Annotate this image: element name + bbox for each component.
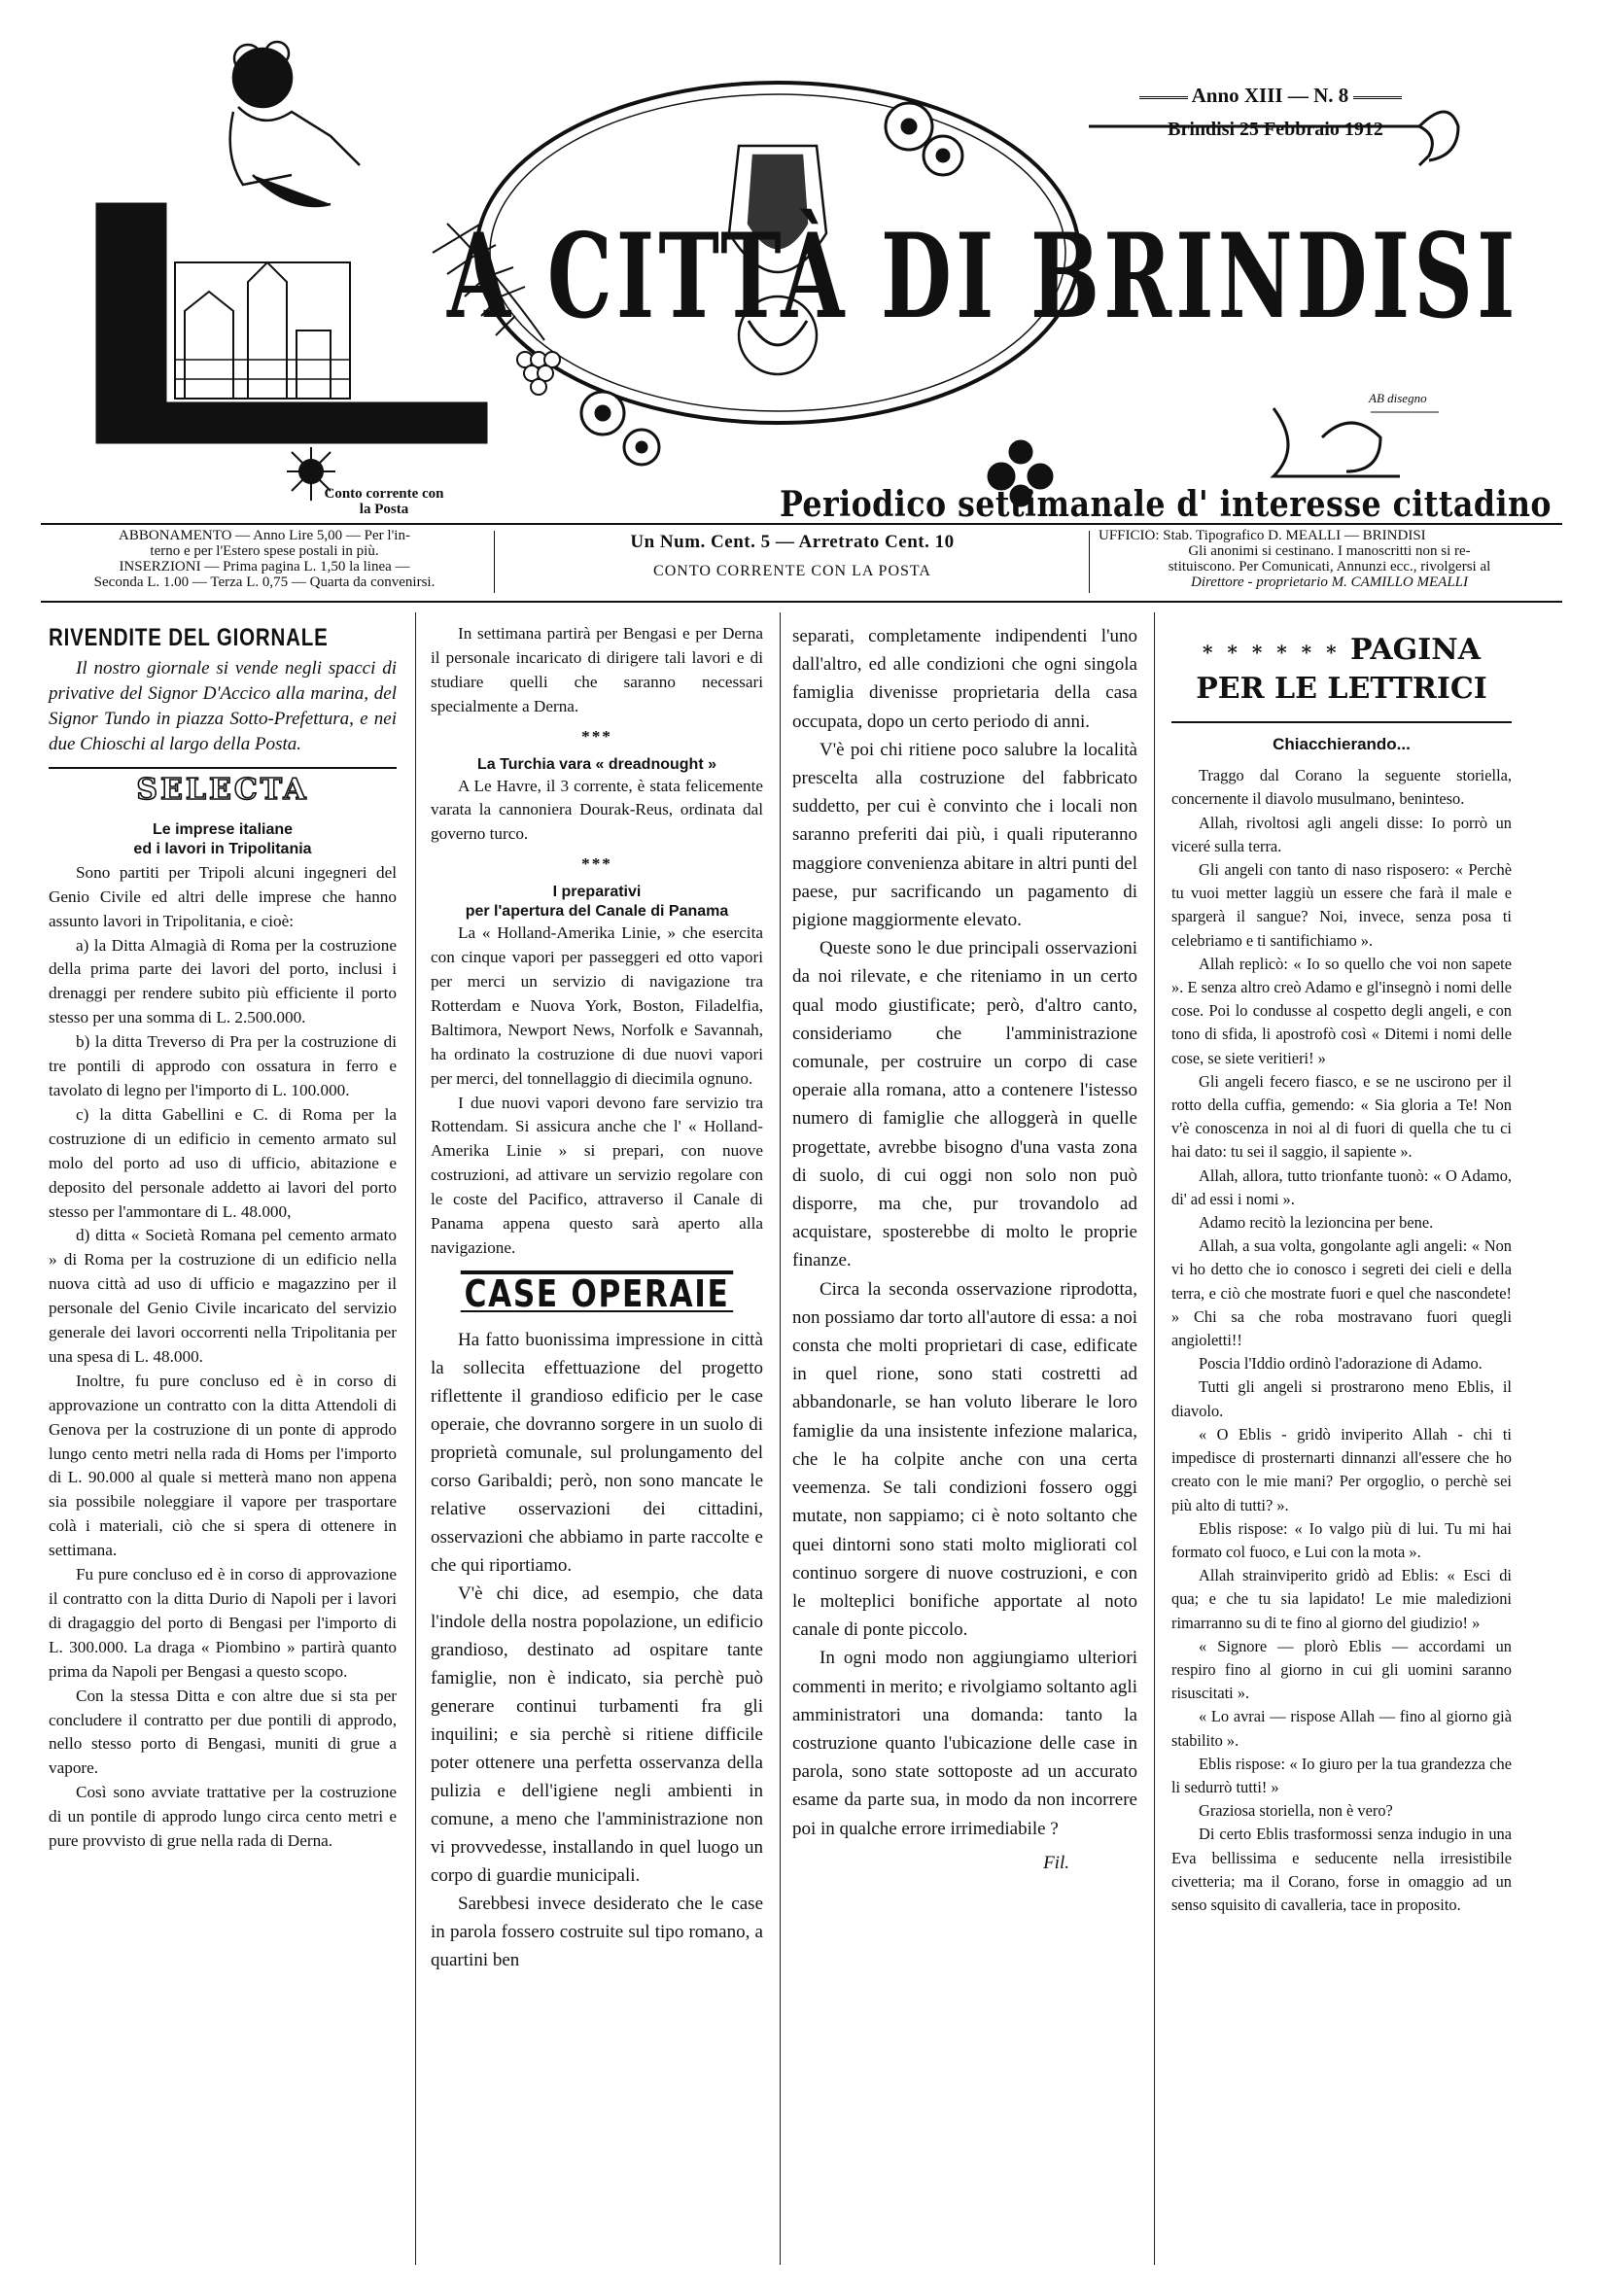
newspaper-title: A CITTÀ DI BRINDISI <box>447 208 1519 345</box>
article-paragraph: Allah, a sua volta, gongolante agli angeli: « Non vi ho detto che io conosco i segreti dei cieli e della terra, e ciò che mostrate fuori e quel che nascondete! » Chi sa che roba mostravano fuori quegli angioletti!! <box>1171 1236 1512 1350</box>
section-stars: *** <box>581 854 612 874</box>
preparativi-heading-line1: I preparativi <box>552 884 642 901</box>
turchia-heading: La Turchia vara « dreadnought » <box>477 755 716 773</box>
office-info <box>1099 525 1560 604</box>
issue-number: Anno XIII — N. 8 <box>1110 84 1431 108</box>
office-line: stituiscono. Per Comunicati, Annunzi ecc., rivolgersi al <box>1168 559 1491 574</box>
lettrici-header <box>1171 632 1512 671</box>
column-2 <box>431 622 763 1974</box>
article-paragraph: V'è poi chi ritiene poco salubre la località prescelta alla costruzione del fabbricato suddetto, per cui è convinto che i locali non saranno preferiti dai più, i quali riputeranno maggiore convenienza abitare in altri punti del paese, pur sacrificando un pagamento di pigione maggiormente elevato. <box>792 739 1137 931</box>
grapes-ornament <box>517 352 560 395</box>
article-paragraph: Allah, rivoltosi agli angeli disse: Io porrò un viceré sulla terra. <box>1171 813 1512 855</box>
article-paragraph: c) la ditta Gabellini e C. di Roma per la costruzione di un edificio in cemento armato sul molo del porto ad uso di ufficio, abitazione e deposito del personale addetto ai lavori del porto stesso per l'ammontare di L. 48.000, <box>49 1104 397 1221</box>
postal-account-line: CONTO CORRENTE CON LA POSTA <box>653 563 931 579</box>
column-4 <box>1171 632 1512 1917</box>
column-1 <box>49 616 397 1854</box>
article-paragraph: Adamo recitò la lezioncina per bene. <box>1199 1213 1434 1233</box>
article-paragraph: Ha fatto buonissima impressione in città la sollecita effettuazione del progetto riflettente il grandioso edificio per le case operaie, che dovranno sorgere in un suolo di proprietà comunale, sul prolungamento del corso Garibaldi; però, non sono mancate le relative osservazioni dei cittadini, osservazioni che abbiamo in parte raccolte e che qui riportiamo. <box>431 1329 763 1576</box>
masthead <box>39 19 1555 525</box>
rivendite-heading: RIVENDITE DEL GIORNALE <box>49 624 329 651</box>
allegorical-woman-figure <box>230 42 360 206</box>
section-divider <box>49 767 397 769</box>
article-paragraph: Eblis rispose: « Io valgo più di lui. Tu mi hai formato col fuoco, e Lui con la mota ». <box>1171 1518 1512 1561</box>
article-paragraph: Graziosa storiella, non è vero? <box>1199 1801 1393 1821</box>
letter-l-ornament <box>97 204 486 442</box>
price-line: Un Num. Cent. 5 — Arretrato Cent. 10 <box>630 532 955 552</box>
column-rule <box>1154 612 1155 2265</box>
column-rule <box>415 612 416 2265</box>
newspaper-subtitle: Periodico settimanale d' interesse cittadino <box>780 484 1553 525</box>
subscription-line: ABBONAMENTO — Anno Lire 5,00 — Per l'in- <box>119 528 410 543</box>
article-paragraph: Gli angeli con tanto di naso risposero: « Perchè tu vuoi metter laggiù un essere che farà il male e spargerà il sangue? Noi, invece, senza posa ti celebriamo e ti santifichiamo ». <box>1171 860 1512 950</box>
article-paragraph: Sarebbesi invece desiderato che le case in parola fossero costruite sul tipo romano, a quartini ben <box>431 1893 763 1970</box>
director-line: Direttore - proprietario M. CAMILLO MEALLI <box>1191 574 1468 590</box>
article-paragraph: Allah strainviperito gridò ad Eblis: « Esci di qua; e che tu sia lapidato! Le mie maledizioni rimarranno su di te fino al giorno del giudizio! » <box>1171 1566 1512 1632</box>
article-paragraph: « Signore — plorò Eblis — accordami un respiro fino al giorno in cui gli uomini saranno risuscitati ». <box>1171 1636 1512 1703</box>
chiacchierando-heading: Chiacchierando... <box>1273 735 1411 753</box>
header-per-le-lettrici: PER LE LETTRICI <box>1196 672 1487 706</box>
insertion-line: INSERZIONI — Prima pagina L. 1,50 la linea — <box>119 559 410 574</box>
selecta-heading: SELECTA <box>136 772 309 807</box>
section-stars: *** <box>581 726 612 746</box>
header-pagina: PAGINA <box>1350 633 1482 667</box>
price-info <box>506 525 1079 601</box>
issue-date: Brindisi 25 Febbraio 1912 <box>1168 119 1383 140</box>
article-paragraph: Allah replicò: « Io so quello che voi non sapete ». E senza altro creò Adamo e gl'insegnò i nomi delle cose. Poi lo condusse al cospetto degli angeli, e con tono di sfida, li apostrofò così « Ditemi i nomi delle cose, se siete veritieri! » <box>1171 954 1512 1067</box>
column-3 <box>792 622 1137 1877</box>
article-paragraph: Eblis rispose: « Io giuro per la tua grandezza che li sedurrò tutti! » <box>1171 1754 1512 1796</box>
article-paragraph: Circa la seconda osservazione riprodotta, non possiamo dar torto all'autore di essa: a noi consta che molti proprietari di case, edificate in quel rione, sono stati costretti ad abbandonarle, se han voluto liberare le loro famiglie da una insistente infezione malarica, che le ha colpite anche con una certa veemenza. Se tali condizioni fossero oggi mutate, non sappiamo; ci è noto soltanto che quei dintorni sono stati molto migliorati col continuo sorgere di nuove costruzioni, e con le molteplici bonifiche apportate al noto canale di ponte piccolo. <box>792 1278 1137 1641</box>
insertion-line: Seconda L. 1.00 — Terza L. 0,75 — Quarta da convenirsi. <box>93 574 436 590</box>
info-bar <box>41 523 1562 603</box>
article-paragraph: a) la Ditta Almagià di Roma per la costruzione della prima parte dei lavori del porto, inclusi i drenaggi per rendere subito più efficiente il porto stesso per una somma di L. 2.500.000. <box>49 935 397 1027</box>
subscription-line: terno e per l'Estero spese postali in più. <box>150 543 379 559</box>
article-paragraph: Poscia l'Iddio ordinò l'adorazione di Adamo. <box>1199 1354 1483 1374</box>
article-paragraph: La « Holland-Amerika Linie, » che esercita con cinque vapori per passeggeri ed otto vapori per merci un servizio di navigazione tra Rotterdam e Nuova York, Boston, Filadelfia, Baltimora, Newport News, Norfolk e Savannah, ha ordinato la costruzione di due nuovi vapori per merci, del tonnellaggio di diecimila ognuno. <box>431 923 763 1088</box>
article-paragraph: Così sono avviate trattative per la costruzione di un pontile di approdo lungo circa cento metri e pure provvisto di grue nella rada di Derna. <box>49 1783 397 1851</box>
article-paragraph: d) ditta « Società Romana pel cemento armato » di Roma per la costruzione di un edificio nella nuova città ad uso di ufficio e magazzino per il personale del Genio Civile incaricato del servizio generale dei lavori occorrenti nella Tripolitania per una spesa di L. 48.000. <box>49 1226 397 1366</box>
article-paragraph: V'è chi dice, ad esempio, che data l'indole della nostra popolazione, un edificio grandioso, destinato ad ospitare tante famiglie, non è indicato, sia perchè può generare continui turbamenti fra gli inquilini; e sia perchè si ritiene difficile poter ottenere una perfetta osservanza della pulizia e dell'igiene negli ambienti in comune, a meno che l'amministrazione non vi provvedesse, installando in quel luogo un corpo di guardie municipali. <box>431 1583 763 1886</box>
article-paragraph: Queste sono le due principali osservazioni da noi rilevate, e che riteniamo in un certo qual modo giustificate; però, d'altro canto, consideriamo che l'amministrazione comunale, per costruire un corpo di case operaie alla romana, atto a contenere l'istesso numero di famiglie che alloggerà in quelle progettate, avrebbe bisogno d'una vasta zona di suolo, di cui oggi non solo non può disporre, ma che, pur trovandolo ad acquistare, sposterebbe di molto le proprie finanze. <box>792 938 1137 1271</box>
article-paragraph: Allah, allora, tutto trionfante tuonò: « O Adamo, di' ad essi i nomi ». <box>1171 1165 1512 1208</box>
section-divider <box>1171 721 1512 723</box>
article-paragraph: Con la stessa Ditta e con altre due si sta per concludere il contratto per due pontili di approdo, nello stesso porto di Bengasi, muniti di grue a vapore. <box>49 1686 397 1778</box>
article-paragraph: I due nuovi vapori devono fare servizio tra Rottendam. Si assicura anche che l' « Holland-Amerika Linie » si prepari, con nuove costruzioni, ad attivare un servizio regolare con le coste del Pacifico, attraverso il Canale di Panama appena questo sarà aperto alla navigazione. <box>431 1093 763 1257</box>
article-paragraph: Gli angeli fecero fiasco, e se ne uscirono per il rotto della cuffia, gemendo: « Sia gloria a Te! Non v'è conoscenza in noi al di fuori di quella che tu ci hai dato: tu sei il saggio, il sapiente ». <box>1171 1071 1512 1162</box>
imprese-heading-line2: ed i lavori in Tripolitania <box>133 840 312 857</box>
subscription-info <box>45 525 484 604</box>
article-paragraph: A Le Havre, il 3 corrente, è stata felicemente varata la cannoniera Dourak-Reus, ordinata dal governo turco. <box>431 776 763 844</box>
article-paragraph: separati, completamente indipendenti l'uno dall'altro, ed alle condizioni che ogni singola famiglia divenisse proprietaria della casa occupata, dopo un certo periodo di anni. <box>792 626 1137 732</box>
article-paragraph: Traggo dal Corano la seguente storiella, concernente il diavolo musulmano, beninteso. <box>1171 766 1512 809</box>
column-rule <box>780 612 781 2265</box>
rivendite-text: Il nostro giornale si vende negli spacci di privative del Signor D'Accico alla marina, del Signor Tundo in piazza Sotto-Prefettura, e nei due Chioschi al largo della Posta. <box>49 657 397 754</box>
office-line: UFFICIO: Stab. Tipografico D. MEALLI — BRINDISI <box>1099 528 1426 543</box>
article-paragraph: Di certo Eblis trasformossi senza indugio in una Eva bellissima e seducente nella irresistibile civetteria; ma il Corano, forse in omaggio ad un senso squisito di cavalleria, tace in proposito. <box>1171 1825 1512 1914</box>
article-signature: Fil. <box>1043 1852 1069 1873</box>
article-paragraph: b) la ditta Treverso di Pra per la costruzione di tre pontili di approdo con ossatura in ferro e tavolato di legno per l'importo di L. 100.000. <box>49 1032 397 1099</box>
article-paragraph: Tutti gli angeli si prostrarono meno Eblis, il diavolo. <box>1171 1377 1512 1420</box>
header-stars: * * * * * * <box>1202 641 1341 664</box>
artist-signature: AB disegno <box>1369 391 1427 405</box>
article-paragraph: « O Eblis - gridò inviperito Allah - chi ti impedisce di prosternarti dinnanzi all'essere che ho creato con le mie mani? Per orgoglio, o perchè sei più alto di tutti? ». <box>1171 1424 1512 1514</box>
office-line: Gli anonimi si cestinano. I manoscritti non si re- <box>1188 543 1471 559</box>
article-paragraph: Inoltre, fu pure concluso ed è in corso di approvazione un contratto con la ditta Attendoli di Genova per la costruzione di un ponte di approdo lungo cento metri nella rada di Homs per l'importo di L. 90.000 al quale si metterà mano non appena sia possibile noleggiare il vapore per trasportare colà i materiali, ciò che si spera di ottenere in settimana. <box>49 1371 397 1560</box>
case-operaie-heading: CASE OPERAIE <box>461 1270 733 1312</box>
conto-corrente-note: Conto corrente con la Posta <box>324 486 444 517</box>
article-paragraph: In ogni modo non aggiungiamo ulteriori commenti in merito; e rivolgiamo soltanto agli amministratori una domanda: tanto la costruzione quanto l'ubicazione delle case in parola, sono state sottoposte ad un accurato esame da parte sua, in modo da non incorrere poi in qualche errore irrimediabile ? <box>792 1648 1137 1839</box>
article-paragraph: In settimana partirà per Bengasi e per Derna il personale incaricato di dirigere tali lavori e di studiare quelli che saranno necessari specialmente a Derna. <box>431 624 763 715</box>
article-paragraph: Sono partiti per Tripoli alcuni ingegneri del Genio Civile ed altri delle imprese che hanno assunto lavori in Tripolitania, e cioè: <box>49 862 397 930</box>
imprese-heading-line1: Le imprese italiane <box>152 820 294 838</box>
preparativi-heading-line2: per l'apertura del Canale di Panama <box>465 903 729 921</box>
article-paragraph: Fu pure concluso ed è in corso di approvazione il contratto con la ditta Durio di Napoli per i lavori di dragaggio del porto di Bengasi per l'importo di L. 300.000. La draga « Piombino » partirà quanto prima da Napoli per Bengasi a questo scopo. <box>49 1565 397 1681</box>
article-paragraph: « Lo avrai — rispose Allah — fino al giorno già stabilito ». <box>1171 1707 1512 1750</box>
